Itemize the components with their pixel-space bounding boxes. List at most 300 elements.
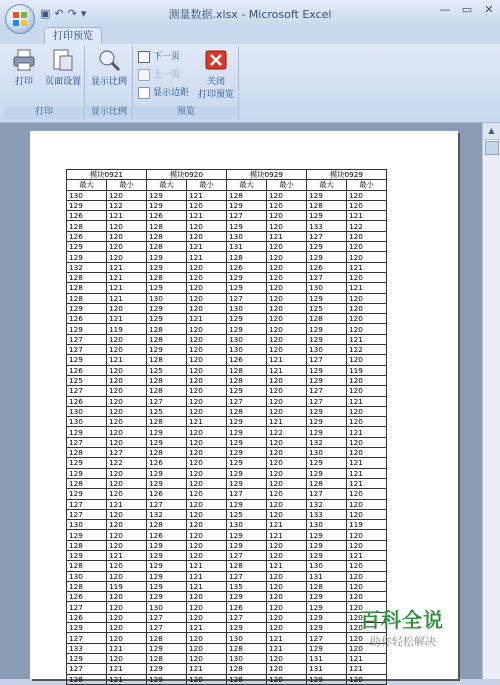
vertical-scrollbar[interactable] bbox=[482, 123, 500, 679]
table-cell: 129 bbox=[67, 530, 107, 540]
table-cell: 120 bbox=[187, 334, 227, 344]
preview-workspace bbox=[0, 123, 500, 684]
table-cell: 129 bbox=[147, 345, 187, 355]
table-cell: 130 bbox=[147, 602, 187, 612]
table-cell: 120 bbox=[107, 386, 147, 396]
table-cell: 120 bbox=[267, 674, 307, 684]
table-row bbox=[67, 417, 387, 427]
table-cell: 127 bbox=[147, 612, 187, 622]
magnifier-icon bbox=[97, 48, 121, 72]
table-row bbox=[67, 200, 387, 210]
table-cell: 120 bbox=[347, 324, 387, 334]
table-cell: 129 bbox=[147, 468, 187, 478]
table-cell: 121 bbox=[347, 550, 387, 560]
table-cell: 120 bbox=[187, 489, 227, 499]
customize-qat-icon[interactable]: ▾ bbox=[80, 6, 87, 20]
table-cell: 128 bbox=[147, 221, 187, 231]
page-setup-icon bbox=[51, 48, 75, 72]
table-cell: 120 bbox=[187, 345, 227, 355]
table-cell: 125 bbox=[307, 303, 347, 313]
table-cell: 122 bbox=[107, 200, 147, 210]
table-cell: 120 bbox=[267, 448, 307, 458]
table-cell: 120 bbox=[187, 633, 227, 643]
column-header: 最大 bbox=[147, 180, 187, 190]
table-row bbox=[67, 334, 387, 344]
table-row bbox=[67, 303, 387, 313]
table-cell: 120 bbox=[187, 406, 227, 416]
table-cell: 131 bbox=[307, 664, 347, 674]
table-cell: 120 bbox=[267, 272, 307, 282]
block-header: 模块0929 bbox=[227, 170, 307, 180]
table-cell: 120 bbox=[107, 530, 147, 540]
table-row bbox=[67, 571, 387, 581]
table-cell: 130 bbox=[67, 406, 107, 416]
table-cell: 121 bbox=[347, 458, 387, 468]
table-cell: 120 bbox=[267, 664, 307, 674]
table-cell: 120 bbox=[267, 581, 307, 591]
table-cell: 121 bbox=[347, 653, 387, 663]
table-cell: 121 bbox=[267, 530, 307, 540]
redo-icon[interactable]: ↷ bbox=[67, 6, 77, 20]
table-cell: 120 bbox=[347, 417, 387, 427]
table-cell: 121 bbox=[107, 314, 147, 324]
table-row bbox=[67, 489, 387, 499]
table-cell: 127 bbox=[67, 386, 107, 396]
table-cell: 121 bbox=[107, 283, 147, 293]
scroll-up-icon[interactable]: ▲ bbox=[483, 123, 500, 140]
table-cell: 127 bbox=[227, 489, 267, 499]
table-row bbox=[67, 653, 387, 663]
table-cell: 128 bbox=[147, 355, 187, 365]
table-cell: 128 bbox=[227, 643, 267, 653]
table-cell: 120 bbox=[267, 602, 307, 612]
table-cell: 128 bbox=[227, 561, 267, 571]
table-cell: 129 bbox=[307, 365, 347, 375]
table-cell: 120 bbox=[187, 437, 227, 447]
table-cell: 129 bbox=[147, 643, 187, 653]
table-cell: 120 bbox=[187, 293, 227, 303]
table-cell: 120 bbox=[347, 581, 387, 591]
table-cell: 129 bbox=[307, 550, 347, 560]
table-cell: 121 bbox=[347, 283, 387, 293]
table-cell: 129 bbox=[227, 272, 267, 282]
save-icon[interactable]: ▣ bbox=[40, 6, 51, 20]
table-cell: 129 bbox=[307, 252, 347, 262]
table-cell: 127 bbox=[307, 355, 347, 365]
table-cell: 129 bbox=[227, 623, 267, 633]
office-logo-icon bbox=[12, 11, 28, 27]
table-cell: 129 bbox=[227, 499, 267, 509]
table-cell: 128 bbox=[227, 190, 267, 200]
table-cell: 129 bbox=[307, 623, 347, 633]
table-row bbox=[67, 458, 387, 468]
table-cell: 121 bbox=[347, 468, 387, 478]
table-cell: 129 bbox=[307, 211, 347, 221]
table-cell: 128 bbox=[147, 375, 187, 385]
table-cell: 120 bbox=[347, 448, 387, 458]
table-cell: 128 bbox=[147, 386, 187, 396]
table-row bbox=[67, 623, 387, 633]
watermark bbox=[360, 604, 500, 654]
table-cell: 121 bbox=[267, 633, 307, 643]
table-cell: 128 bbox=[67, 674, 107, 684]
table-cell: 120 bbox=[107, 345, 147, 355]
table-cell: 126 bbox=[147, 211, 187, 221]
page-setup-button[interactable] bbox=[42, 48, 84, 87]
table-cell: 120 bbox=[267, 200, 307, 210]
table-cell: 132 bbox=[147, 509, 187, 519]
table-cell: 127 bbox=[307, 231, 347, 241]
table-cell: 121 bbox=[347, 478, 387, 488]
table-cell: 129 bbox=[147, 437, 187, 447]
table-cell: 120 bbox=[107, 520, 147, 530]
table-cell: 120 bbox=[267, 612, 307, 622]
table-cell: 120 bbox=[347, 200, 387, 210]
table-cell: 120 bbox=[267, 468, 307, 478]
table-cell: 121 bbox=[187, 571, 227, 581]
table-cell: 127 bbox=[67, 602, 107, 612]
table-cell: 129 bbox=[67, 653, 107, 663]
window-controls bbox=[438, 3, 496, 17]
table-cell: 126 bbox=[67, 592, 107, 602]
table-cell: 120 bbox=[267, 345, 307, 355]
checkbox-icon bbox=[138, 87, 150, 99]
table-cell: 129 bbox=[67, 242, 107, 252]
table-cell: 132 bbox=[307, 499, 347, 509]
table-cell: 130 bbox=[147, 293, 187, 303]
table-row bbox=[67, 437, 387, 447]
table-cell: 128 bbox=[147, 417, 187, 427]
table-cell: 120 bbox=[347, 612, 387, 622]
table-row bbox=[67, 509, 387, 519]
table-cell: 129 bbox=[307, 406, 347, 416]
table-cell: 129 bbox=[227, 530, 267, 540]
table-cell: 121 bbox=[187, 623, 227, 633]
table-cell: 120 bbox=[347, 509, 387, 519]
table-cell: 120 bbox=[347, 571, 387, 581]
table-cell: 127 bbox=[227, 550, 267, 560]
table-row bbox=[67, 314, 387, 324]
table-row bbox=[67, 252, 387, 262]
table-cell: 120 bbox=[107, 221, 147, 231]
table-row bbox=[67, 427, 387, 437]
table-cell: 129 bbox=[147, 200, 187, 210]
table-cell: 120 bbox=[267, 623, 307, 633]
table-cell: 126 bbox=[67, 396, 107, 406]
table-cell: 120 bbox=[107, 612, 147, 622]
table-cell: 126 bbox=[147, 489, 187, 499]
table-row bbox=[67, 468, 387, 478]
print-group bbox=[4, 46, 85, 120]
table-cell: 127 bbox=[227, 571, 267, 581]
table-cell: 120 bbox=[347, 437, 387, 447]
table-cell: 121 bbox=[107, 499, 147, 509]
zoom-button[interactable] bbox=[88, 48, 130, 87]
show-margins-checkbox[interactable] bbox=[138, 86, 189, 100]
table-cell: 120 bbox=[267, 303, 307, 313]
table-cell: 120 bbox=[187, 643, 227, 653]
table-cell: 121 bbox=[347, 262, 387, 272]
table-cell: 120 bbox=[107, 571, 147, 581]
table-cell: 119 bbox=[347, 520, 387, 530]
table-cell: 127 bbox=[307, 396, 347, 406]
previous-page-button[interactable] bbox=[138, 68, 180, 82]
table-cell: 120 bbox=[187, 283, 227, 293]
table-cell: 129 bbox=[307, 674, 347, 684]
table-cell: 128 bbox=[227, 375, 267, 385]
title-bar bbox=[0, 0, 500, 27]
table-cell: 120 bbox=[107, 252, 147, 262]
table-cell: 126 bbox=[67, 231, 107, 241]
table-cell: 120 bbox=[347, 242, 387, 252]
table-cell: 122 bbox=[347, 221, 387, 231]
table-cell: 133 bbox=[67, 643, 107, 653]
table-cell: 120 bbox=[267, 550, 307, 560]
table-cell: 120 bbox=[187, 303, 227, 313]
previous-page-icon bbox=[138, 69, 150, 81]
table-cell: 121 bbox=[187, 664, 227, 674]
table-cell: 121 bbox=[107, 674, 147, 684]
table-cell: 121 bbox=[347, 664, 387, 674]
table-cell: 130 bbox=[227, 633, 267, 643]
column-header: 最大 bbox=[67, 180, 107, 190]
column-header: 最小 bbox=[347, 180, 387, 190]
table-row bbox=[67, 375, 387, 385]
table-cell: 129 bbox=[307, 458, 347, 468]
zoom-label: 显示比例 bbox=[90, 77, 127, 87]
table-cell: 120 bbox=[107, 468, 147, 478]
table-cell: 119 bbox=[347, 365, 387, 375]
table-cell: 120 bbox=[187, 509, 227, 519]
column-header: 最小 bbox=[187, 180, 227, 190]
table-cell: 121 bbox=[347, 334, 387, 344]
table-cell: 120 bbox=[267, 375, 307, 385]
table-cell: 120 bbox=[107, 602, 147, 612]
zoom-group-label: 显示比例 bbox=[86, 106, 132, 119]
table-row bbox=[67, 211, 387, 221]
table-cell: 120 bbox=[187, 653, 227, 663]
table-cell: 127 bbox=[67, 334, 107, 344]
table-cell: 120 bbox=[267, 571, 307, 581]
print-button[interactable] bbox=[6, 48, 42, 87]
column-header: 最小 bbox=[107, 180, 147, 190]
table-cell: 133 bbox=[307, 509, 347, 519]
table-cell: 129 bbox=[147, 252, 187, 262]
table-cell: 120 bbox=[347, 303, 387, 313]
table-cell: 126 bbox=[67, 612, 107, 622]
table-cell: 120 bbox=[267, 592, 307, 602]
table-cell: 120 bbox=[107, 478, 147, 488]
table-row bbox=[67, 396, 387, 406]
next-page-icon bbox=[138, 51, 150, 63]
window-title: 测量数据.xlsx - Microsoft Excel bbox=[168, 8, 332, 21]
column-header-row bbox=[67, 180, 387, 190]
table-cell: 129 bbox=[307, 190, 347, 200]
table-cell: 120 bbox=[267, 252, 307, 262]
table-cell: 120 bbox=[107, 540, 147, 550]
column-header: 最大 bbox=[307, 180, 347, 190]
table-cell: 129 bbox=[307, 468, 347, 478]
column-header: 最小 bbox=[267, 180, 307, 190]
table-cell: 120 bbox=[347, 386, 387, 396]
table-cell: 129 bbox=[307, 592, 347, 602]
undo-icon[interactable]: ↶ bbox=[54, 6, 64, 20]
table-cell: 127 bbox=[147, 623, 187, 633]
ribbon-tab-row bbox=[0, 26, 500, 44]
table-cell: 120 bbox=[267, 458, 307, 468]
table-cell: 120 bbox=[107, 334, 147, 344]
table-row bbox=[67, 602, 387, 612]
table-cell: 129 bbox=[227, 200, 267, 210]
scroll-thumb[interactable] bbox=[485, 141, 499, 155]
table-cell: 120 bbox=[107, 437, 147, 447]
table-cell: 128 bbox=[227, 674, 267, 684]
table-cell: 129 bbox=[307, 643, 347, 653]
table-cell: 121 bbox=[107, 272, 147, 282]
table-cell: 120 bbox=[347, 643, 387, 653]
table-cell: 128 bbox=[147, 633, 187, 643]
column-header: 最大 bbox=[227, 180, 267, 190]
table-cell: 126 bbox=[67, 314, 107, 324]
tab-print-preview[interactable]: 打印预览 bbox=[44, 27, 102, 45]
table-cell: 120 bbox=[347, 190, 387, 200]
table-row bbox=[67, 190, 387, 200]
table-cell: 129 bbox=[227, 221, 267, 231]
table-cell: 129 bbox=[67, 550, 107, 560]
table-cell: 129 bbox=[227, 478, 267, 488]
table-cell: 120 bbox=[107, 396, 147, 406]
table-cell: 128 bbox=[227, 664, 267, 674]
table-cell: 121 bbox=[347, 396, 387, 406]
table-cell: 120 bbox=[107, 561, 147, 571]
table-cell: 127 bbox=[67, 509, 107, 519]
table-cell: 129 bbox=[227, 427, 267, 437]
next-page-label: 下一页 bbox=[153, 52, 181, 62]
table-cell: 130 bbox=[307, 345, 347, 355]
table-cell: 120 bbox=[187, 324, 227, 334]
table-cell: 127 bbox=[307, 489, 347, 499]
table-cell: 128 bbox=[147, 324, 187, 334]
table-cell: 128 bbox=[67, 540, 107, 550]
table-row bbox=[67, 592, 387, 602]
table-cell: 127 bbox=[107, 448, 147, 458]
table-cell: 121 bbox=[267, 365, 307, 375]
block-header: 模块0920 bbox=[147, 170, 227, 180]
table-cell: 130 bbox=[227, 520, 267, 530]
office-button[interactable] bbox=[5, 4, 35, 34]
close-window-button[interactable]: ✕ bbox=[484, 3, 494, 16]
table-cell: 120 bbox=[347, 272, 387, 282]
table-cell: 128 bbox=[67, 448, 107, 458]
table-cell: 129 bbox=[307, 293, 347, 303]
table-row bbox=[67, 478, 387, 488]
maximize-button[interactable]: ▭ bbox=[461, 3, 473, 16]
table-cell: 130 bbox=[67, 417, 107, 427]
next-page-button[interactable] bbox=[138, 50, 180, 64]
table-cell: 127 bbox=[227, 211, 267, 221]
table-cell: 127 bbox=[67, 499, 107, 509]
table-cell: 121 bbox=[347, 211, 387, 221]
table-cell: 129 bbox=[147, 664, 187, 674]
table-cell: 128 bbox=[147, 334, 187, 344]
table-cell: 120 bbox=[187, 602, 227, 612]
table-cell: 120 bbox=[187, 468, 227, 478]
table-cell: 129 bbox=[67, 458, 107, 468]
table-cell: 120 bbox=[347, 314, 387, 324]
table-cell: 126 bbox=[147, 530, 187, 540]
table-cell: 126 bbox=[227, 262, 267, 272]
table-cell: 129 bbox=[147, 427, 187, 437]
table-cell: 128 bbox=[67, 561, 107, 571]
table-cell: 129 bbox=[227, 417, 267, 427]
table-cell: 131 bbox=[307, 653, 347, 663]
close-print-preview-button[interactable] bbox=[196, 48, 236, 100]
table-cell: 120 bbox=[267, 499, 307, 509]
table-cell: 120 bbox=[347, 375, 387, 385]
table-cell: 120 bbox=[107, 633, 147, 643]
table-row bbox=[67, 386, 387, 396]
block-header: 模块0929 bbox=[307, 170, 387, 180]
show-margins-label: 显示边距 bbox=[153, 88, 190, 98]
table-cell: 129 bbox=[67, 303, 107, 313]
table-cell: 128 bbox=[227, 252, 267, 262]
table-cell: 127 bbox=[67, 437, 107, 447]
table-cell: 129 bbox=[307, 602, 347, 612]
table-cell: 132 bbox=[307, 437, 347, 447]
table-cell: 120 bbox=[347, 540, 387, 550]
table-cell: 121 bbox=[107, 293, 147, 303]
table-cell: 129 bbox=[147, 478, 187, 488]
table-row bbox=[67, 283, 387, 293]
table-row bbox=[67, 221, 387, 231]
table-cell: 129 bbox=[147, 262, 187, 272]
table-cell: 120 bbox=[267, 242, 307, 252]
table-cell: 128 bbox=[147, 520, 187, 530]
table-cell: 127 bbox=[67, 633, 107, 643]
table-cell: 128 bbox=[147, 653, 187, 663]
table-cell: 130 bbox=[227, 334, 267, 344]
table-cell: 120 bbox=[347, 406, 387, 416]
table-cell: 120 bbox=[107, 242, 147, 252]
print-group-label: 打印 bbox=[4, 106, 84, 119]
table-cell: 120 bbox=[347, 561, 387, 571]
table-cell: 127 bbox=[67, 345, 107, 355]
table-row bbox=[67, 561, 387, 571]
table-cell: 129 bbox=[147, 561, 187, 571]
table-cell: 120 bbox=[267, 386, 307, 396]
table-cell: 120 bbox=[187, 365, 227, 375]
print-preview-page bbox=[30, 131, 458, 684]
table-cell: 130 bbox=[227, 303, 267, 313]
table-cell: 129 bbox=[227, 314, 267, 324]
table-cell: 120 bbox=[107, 365, 147, 375]
minimize-button[interactable]: — bbox=[439, 3, 451, 16]
table-row bbox=[67, 272, 387, 282]
printer-icon bbox=[12, 48, 36, 72]
table-cell: 128 bbox=[307, 581, 347, 591]
table-row bbox=[67, 674, 387, 684]
table-cell: 128 bbox=[147, 231, 187, 241]
table-cell: 120 bbox=[347, 602, 387, 612]
table-cell: 121 bbox=[107, 643, 147, 653]
table-cell: 120 bbox=[267, 509, 307, 519]
table-cell: 120 bbox=[187, 231, 227, 241]
table-cell: 128 bbox=[67, 283, 107, 293]
table-cell: 128 bbox=[67, 581, 107, 591]
previous-page-label: 上一页 bbox=[153, 70, 181, 80]
table-cell: 120 bbox=[187, 375, 227, 385]
table-cell: 120 bbox=[347, 499, 387, 509]
